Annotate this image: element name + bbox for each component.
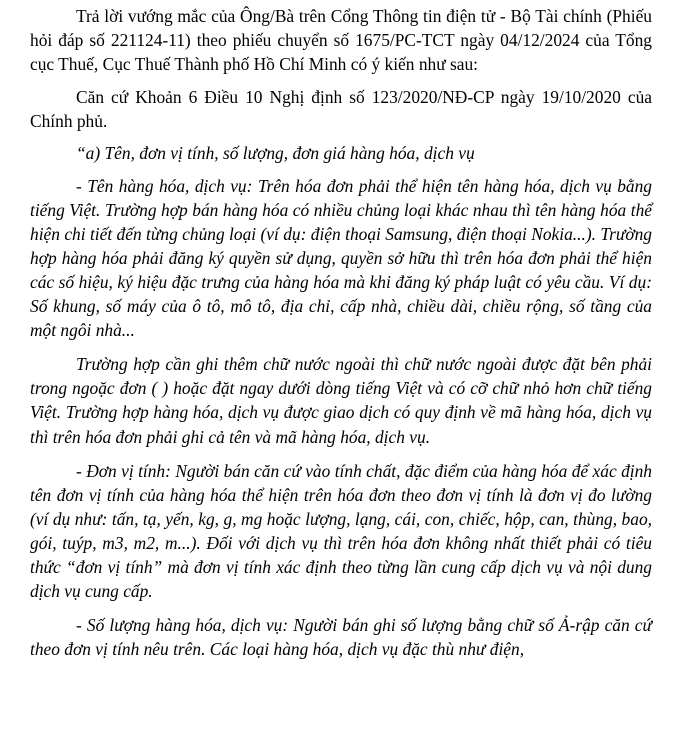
legal-basis-paragraph: Căn cứ Khoản 6 Điều 10 Nghị định số 123/2020/NĐ-CP ngày 19/10/2020 của Chính phủ. [30, 87, 652, 132]
intro-paragraph: Trả lời vướng mắc của Ông/Bà trên Cổng Thông tin điện tử - Bộ Tài chính (Phiếu hỏi đáp số 221124-11) theo phiếu chuyển số 1675/PC-TCT ngày 04/12/2024 của Tổng cục Thuế, Cục Thuế Thành phố Hồ Chí Minh có ý kiến như sau: [30, 6, 652, 75]
goods-name-paragraph: - Tên hàng hóa, dịch vụ: Trên hóa đơn phải thể hiện tên hàng hóa, dịch vụ bằng tiếng Việt. Trường hợp bán hàng hóa có nhiều chủng loại khác nhau thì tên hàng hóa thể hiện chi tiết đến từng chủng loại (ví dụ: điện thoại Samsung, điện thoại Nokia...). Trường hợp hàng hóa phải đăng ký quyền sử dụng, quyền sở hữu thì trên hóa đơn phải thể hiện các số hiệu, ký hiệu đặc trưng của hàng hóa mà khi đăng ký pháp luật có yêu cầu. Ví dụ: Số khung, số máy của ô tô, mô tô, địa chỉ, cấp nhà, chiều dài, chiều rộng, số tầng của một ngôi nhà... [30, 175, 652, 341]
quantity-paragraph: - Số lượng hàng hóa, dịch vụ: Người bán ghi số lượng bằng chữ số Ả-rập căn cứ theo đơn vị tính nêu trên. Các loại hàng hóa, dịch vụ đặc thù như điện, [30, 615, 652, 660]
quote-heading-paragraph: “a) Tên, đơn vị tính, số lượng, đơn giá hàng hóa, dịch vụ [76, 143, 475, 164]
unit-of-measure-paragraph: - Đơn vị tính: Người bán căn cứ vào tính chất, đặc điểm của hàng hóa để xác định tên đơn vị tính của hàng hóa thể hiện trên hóa đơn theo đơn vị tính là đơn vị đo lường (ví dụ như: tấn, tạ, yến, kg, g, mg hoặc lượng, lạng, cái, con, chiếc, hộp, can, thùng, bao, gói, tuýp, m3, m2, m...). Đối với dịch vụ thì trên hóa đơn không nhất thiết phải có tiêu thức “đơn vị tính” mà đơn vị tính xác định theo từng lần cung cấp dịch vụ và nội dung dịch vụ cung cấp. [30, 460, 652, 602]
foreign-language-paragraph: Trường hợp cần ghi thêm chữ nước ngoài thì chữ nước ngoài được đặt bên phải trong ngoặc đơn ( ) hoặc đặt ngay dưới dòng tiếng Việt và có cỡ chữ nhỏ hơn chữ tiếng Việt. Trường hợp hàng hóa, dịch vụ được giao dịch có quy định về mã hàng hóa, dịch vụ thì trên hóa đơn phải ghi cả tên và mã hàng hóa, dịch vụ. [30, 354, 652, 447]
